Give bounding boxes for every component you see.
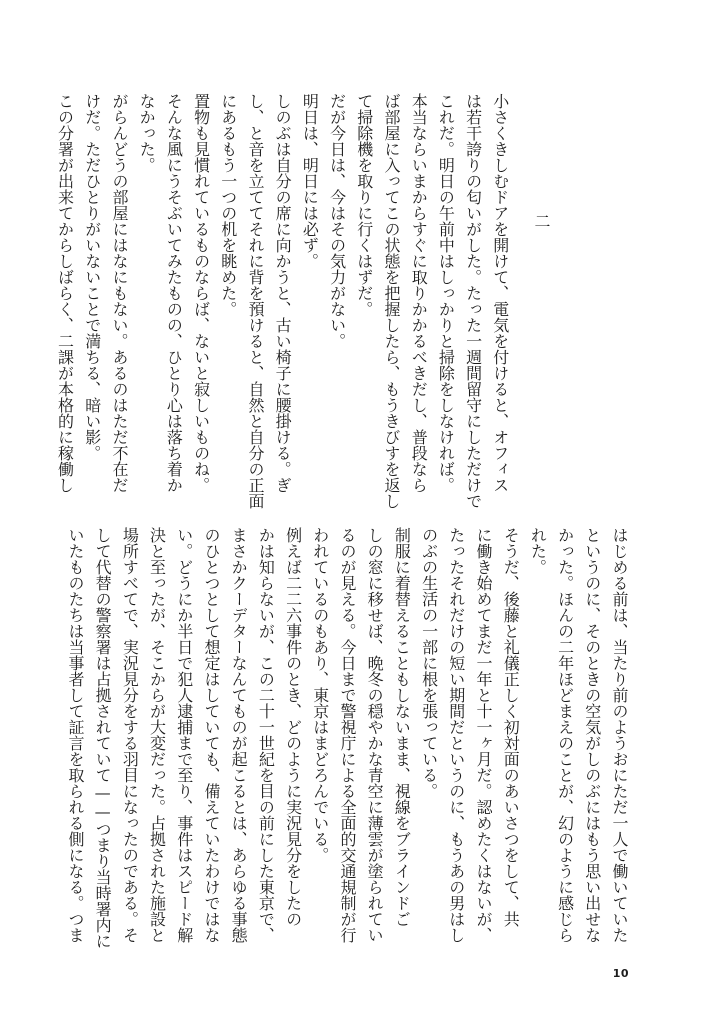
text-line: 小さくきしむドアを開けて、電気を付けると、オフィス bbox=[490, 93, 510, 493]
text-line: だが今日は、今はその気力がない。 bbox=[327, 93, 347, 349]
text-line: ば部屋に入ってこの状態を把握したら、もうきびすを返し bbox=[381, 93, 401, 509]
text-line: 場所すべてで、実況見分をする羽目になったのである。そ bbox=[120, 527, 140, 943]
text-line: 本当ならいまからすぐに取りかかるべきだし、普段なら bbox=[409, 93, 429, 493]
text-line: たったそれだけの短い期間だというのに、もうあの男はし bbox=[446, 527, 466, 943]
text-line: て掃除機を取りに行くはずだ。 bbox=[354, 93, 374, 317]
text-line: して代替の警察署は占拠されていて——つまり当時署内に bbox=[93, 527, 113, 949]
lower-text-block bbox=[65, 527, 633, 949]
chapter-heading: 二 bbox=[532, 213, 551, 229]
text-line: い。どうにか半日で犯人逮捕まで至り、事件はスピード解 bbox=[174, 527, 194, 943]
text-line: かは知らないが、この二十一世紀を目の前にした東京で、 bbox=[256, 527, 276, 943]
text-line: いたものたちは当事者して証言を取られる側になる。つま bbox=[65, 527, 85, 943]
page-number: 10 bbox=[612, 967, 629, 980]
text-line: は若干誇りの匂いがした。たった一週間留守にしただけで bbox=[463, 93, 483, 509]
text-line: 明日は、明日には必ず。 bbox=[300, 93, 320, 269]
text-line: そうだ、後藤と礼儀正しく初対面のあいさつをして、共 bbox=[501, 527, 521, 927]
text-line: 決と至ったが、そこからが大変だった。占拠された施設と bbox=[147, 527, 167, 943]
text-line: のぶの生活の一部に根を張っている。 bbox=[419, 527, 439, 799]
text-line: この分署が出来てからしばらく、二課が本格的に稼働し bbox=[55, 93, 75, 493]
text-line: まさかクーデターなんてものが起こるとは、あらゆる事態 bbox=[229, 527, 249, 943]
text-line: なかった。 bbox=[137, 93, 157, 173]
text-line: れた。 bbox=[528, 527, 548, 575]
text-line: 置物も見慣れているものならば、ないと寂しいものね。 bbox=[191, 93, 211, 493]
text-line: し、と音を立ててそれに背を預けると、自然と自分の正面 bbox=[245, 93, 265, 509]
text-line: というのに、そのときの空気がしのぶにはもう思い出せな bbox=[582, 527, 602, 943]
text-line: 例えば二二六事件のとき、どのように実況見分をしたの bbox=[283, 527, 303, 927]
text-line: がらんどうの部屋にはなにもない。あるのはただ不在だ bbox=[109, 93, 129, 493]
text-line: るのが見える。今日まで警視庁による全面的交通規制が行 bbox=[337, 527, 357, 943]
text-line: はじめる前は、当たり前のようおにただ一人で働いていた bbox=[610, 527, 629, 943]
text-line: けだ。ただひとりがいないことで満ちる、暗い影。 bbox=[82, 93, 102, 461]
text-line: に働き始めてまだ一年と十一ヶ月だ。認めたくはないが、 bbox=[473, 527, 493, 943]
text-line: にあるもう一つの机を眺めた。 bbox=[218, 93, 238, 317]
upper-text-block bbox=[55, 93, 555, 513]
text-line: 制服に着替えることもしないまま、視線をブラインドご bbox=[392, 527, 412, 927]
text-line: のひとつとして想定はしていても、備えていたわけではな bbox=[201, 527, 221, 943]
text-line: そんな風にうそぶいてみたものの、ひとり心は落ち着か bbox=[164, 93, 184, 493]
text-line: これだ。明日の午前中はしっかりと掃除をしなければ。 bbox=[436, 93, 456, 493]
text-line: しのぶは自分の席に向かうと、古い椅子に腰掛ける。ぎ bbox=[273, 93, 293, 493]
text-line: しの窓に移せば、晩冬の穏やかな青空に薄雲が塗られてい bbox=[365, 527, 385, 943]
text-line: われているのもあり、東京はまどろんでいる。 bbox=[310, 527, 330, 863]
text-line: かった。ほんの二年ほどまえのことが、幻のように感じら bbox=[555, 527, 575, 943]
